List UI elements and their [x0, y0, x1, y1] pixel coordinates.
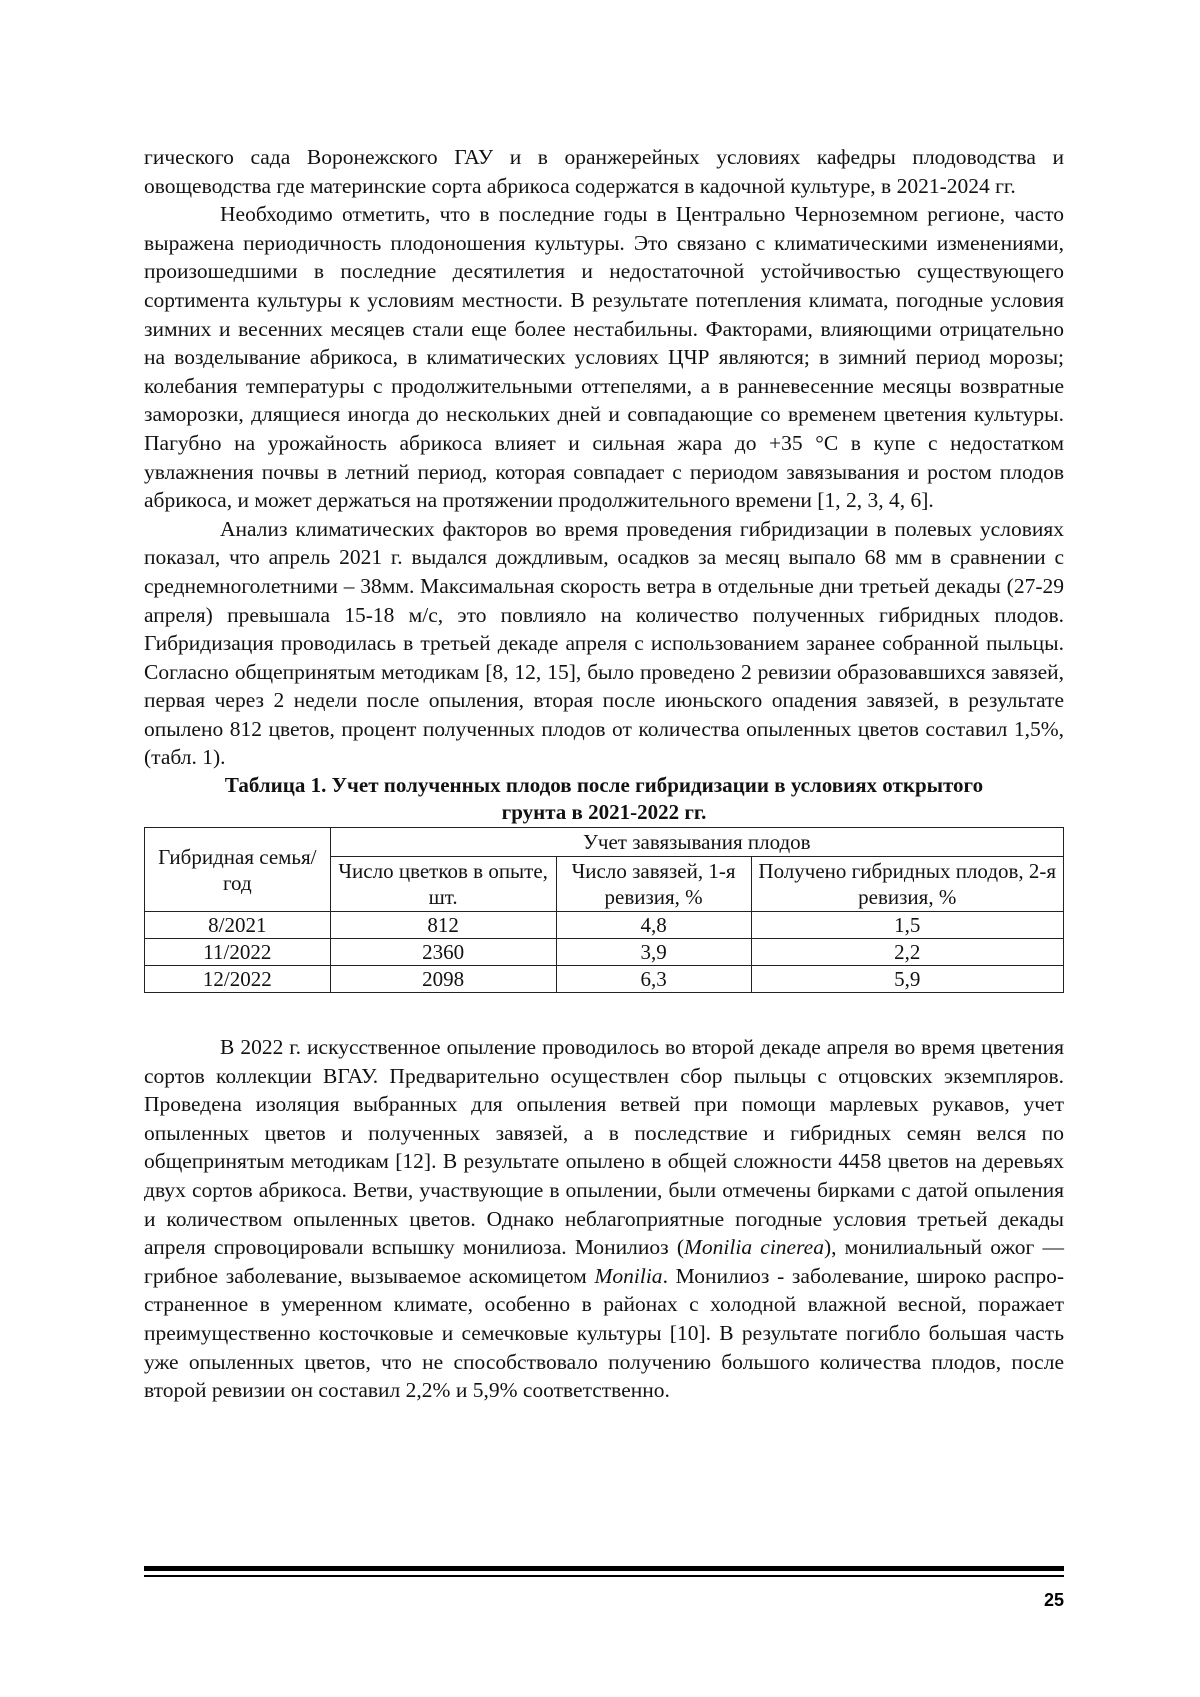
cell-hybrids: 5,9 [751, 966, 1064, 993]
page-number: 25 [1043, 1590, 1064, 1610]
page-content [144, 143, 1064, 1405]
cell-hybrids: 2,2 [751, 939, 1064, 966]
table-caption-line-1: Таблица 1. Учет полученных плодов после гибридизации в условиях открытого [224, 773, 984, 798]
cell-flowers: 2098 [330, 966, 556, 993]
header-family: Гибридная семья/год [145, 828, 331, 912]
header-flowers: Число цветков в опыте, шт. [330, 857, 556, 912]
cell-hybrids: 1,5 [751, 912, 1064, 939]
table-caption [144, 772, 1064, 826]
paragraph-4-part-a: В 2022 г. искусственное опыление проводилось во второй декаде апреля во время цветения сортов коллекции ВГАУ. Предварительно осуществлен сбор пыльцы с отцовских экземпляров. Проведена изоляция выбранных для опыления ветвей при помощи марлевых рукавов, учет опыленных цветов и полученных завязей, а в последствие и гибридных семян велся по общепринятым методикам [12]. В результате опылено в общей сложности 4458 цветов на деревьях двух сортов абрикоса. Ветви, участвующие в опылении, были отмечены бирками с датой опыления и количеством опыленных цветов. Однако неблагоприятные погодные условия третьей декады апреля спровоцировали вспышку монилиоза. Монилиоз ( [144, 1035, 1064, 1260]
cell-flowers: 812 [330, 912, 556, 939]
cell-family: 12/2022 [145, 966, 331, 993]
paragraph-1: гического сада Воронежского ГАУ и в оранжерейных условиях кафедры плодоводства и овощеводства где материнские сорта абрикоса содержатся в кадочной культуре, в 2021-2024 гг. [144, 145, 1064, 198]
cell-ovaries: 3,9 [556, 939, 751, 966]
fruit-count-table [144, 827, 1064, 993]
cell-family: 11/2022 [145, 939, 331, 966]
header-ovaries: Число завязей, 1-я ревизия, % [556, 857, 751, 912]
table-caption-line-2: грунта в 2021-2022 гг. [501, 800, 707, 825]
table-header-row-1 [145, 828, 1064, 857]
footer-rule-thin [144, 1575, 1064, 1577]
genus-name-italic: Monilia [594, 1263, 663, 1288]
paragraph-2: Необходимо отметить, что в последние годы в Центрально Черноземном регионе, часто выражена периодичность плодоношения культуры. Это связано с климатическими изменениями, произошедшими в последние десятилетия и недостаточной устойчивостью существующего сортимента культуры к условиям местности. В результате потепления климата, погодные условия зимних и весенних месяцев стали еще более нестабильны. Факторами, влияющими отрицательно на возделывание абрикоса, в климатических условиях ЦЧР являются; в зимний период морозы; колебания температуры с продолжительными оттепелями, а в ранневесенние месяцы возвратные заморозки, длящиеся иногда до нескольких дней и совпадающие со временем цветения культуры. Пагубно на урожайность абрикоса влияет и сильная жара до +35 °С в купе с недостатком увлажнения почвы в летний период, которая совпадает с периодом завязывания и ростом плодов абрикоса, и может держаться на протяжении продолжительного времени [1, 2, 3, 4, 6]. [144, 202, 1064, 513]
paragraph-3: Анализ климатических факторов во время проведения гибридизации в полевых условиях показал, что апрель 2021 г. выдался дождливым, осадков за месяц выпало 68 мм в сравнении с среднемноголетними – 38мм. Максимальная скорость ветра в отдельные дни третьей декады (27-29 апреля) превышала 15-18 м/с, это повлияло на количество полученных гибридных плодов. Гибридизация проводилась в третьей декаде апреля с использованием заранее собранной пыльцы. Согласно общепринятым методикам [8, 12, 15], было проведено 2 ревизии образовавшихся завязей, первая через 2 недели после опыления, вторая после июньского опадения завязей, в результате опылено 812 цветов, процент полученных плодов от количества опыленных цветов составил 1,5%, (табл. 1). [144, 516, 1064, 770]
species-name-italic: Monilia cinerea [684, 1235, 824, 1260]
footer-rule-thick [144, 1566, 1064, 1571]
table-row [145, 939, 1064, 966]
paragraph-4-part-c: . Монилиоз - заболевание, широко распространенное в умеренном климате, особенно в районах с холодной влажной весной, поражает преимущественно косточковые и семечковые культуры [10]. В результате погибло большая часть уже опыленных цветов, что не способствовало получению большого количества плодов, после второй ревизии он составил 2,2% и 5,9% соответственно. [144, 1263, 1065, 1403]
cell-flowers: 2360 [330, 939, 556, 966]
cell-family: 8/2021 [145, 912, 331, 939]
header-hybrids: Получено гибридных плодов, 2-я ревизия, % [751, 857, 1064, 912]
paragraph-4-part-b: ), монилиальный ожог — грибное заболевание, вызываемое аскомицетом [144, 1235, 1064, 1288]
table-row [145, 966, 1064, 993]
table-row [145, 912, 1064, 939]
cell-ovaries: 6,3 [556, 966, 751, 993]
cell-ovaries: 4,8 [556, 912, 751, 939]
header-group: Учет завязывания плодов [330, 828, 1063, 857]
paragraph-4 [144, 1033, 1064, 1405]
